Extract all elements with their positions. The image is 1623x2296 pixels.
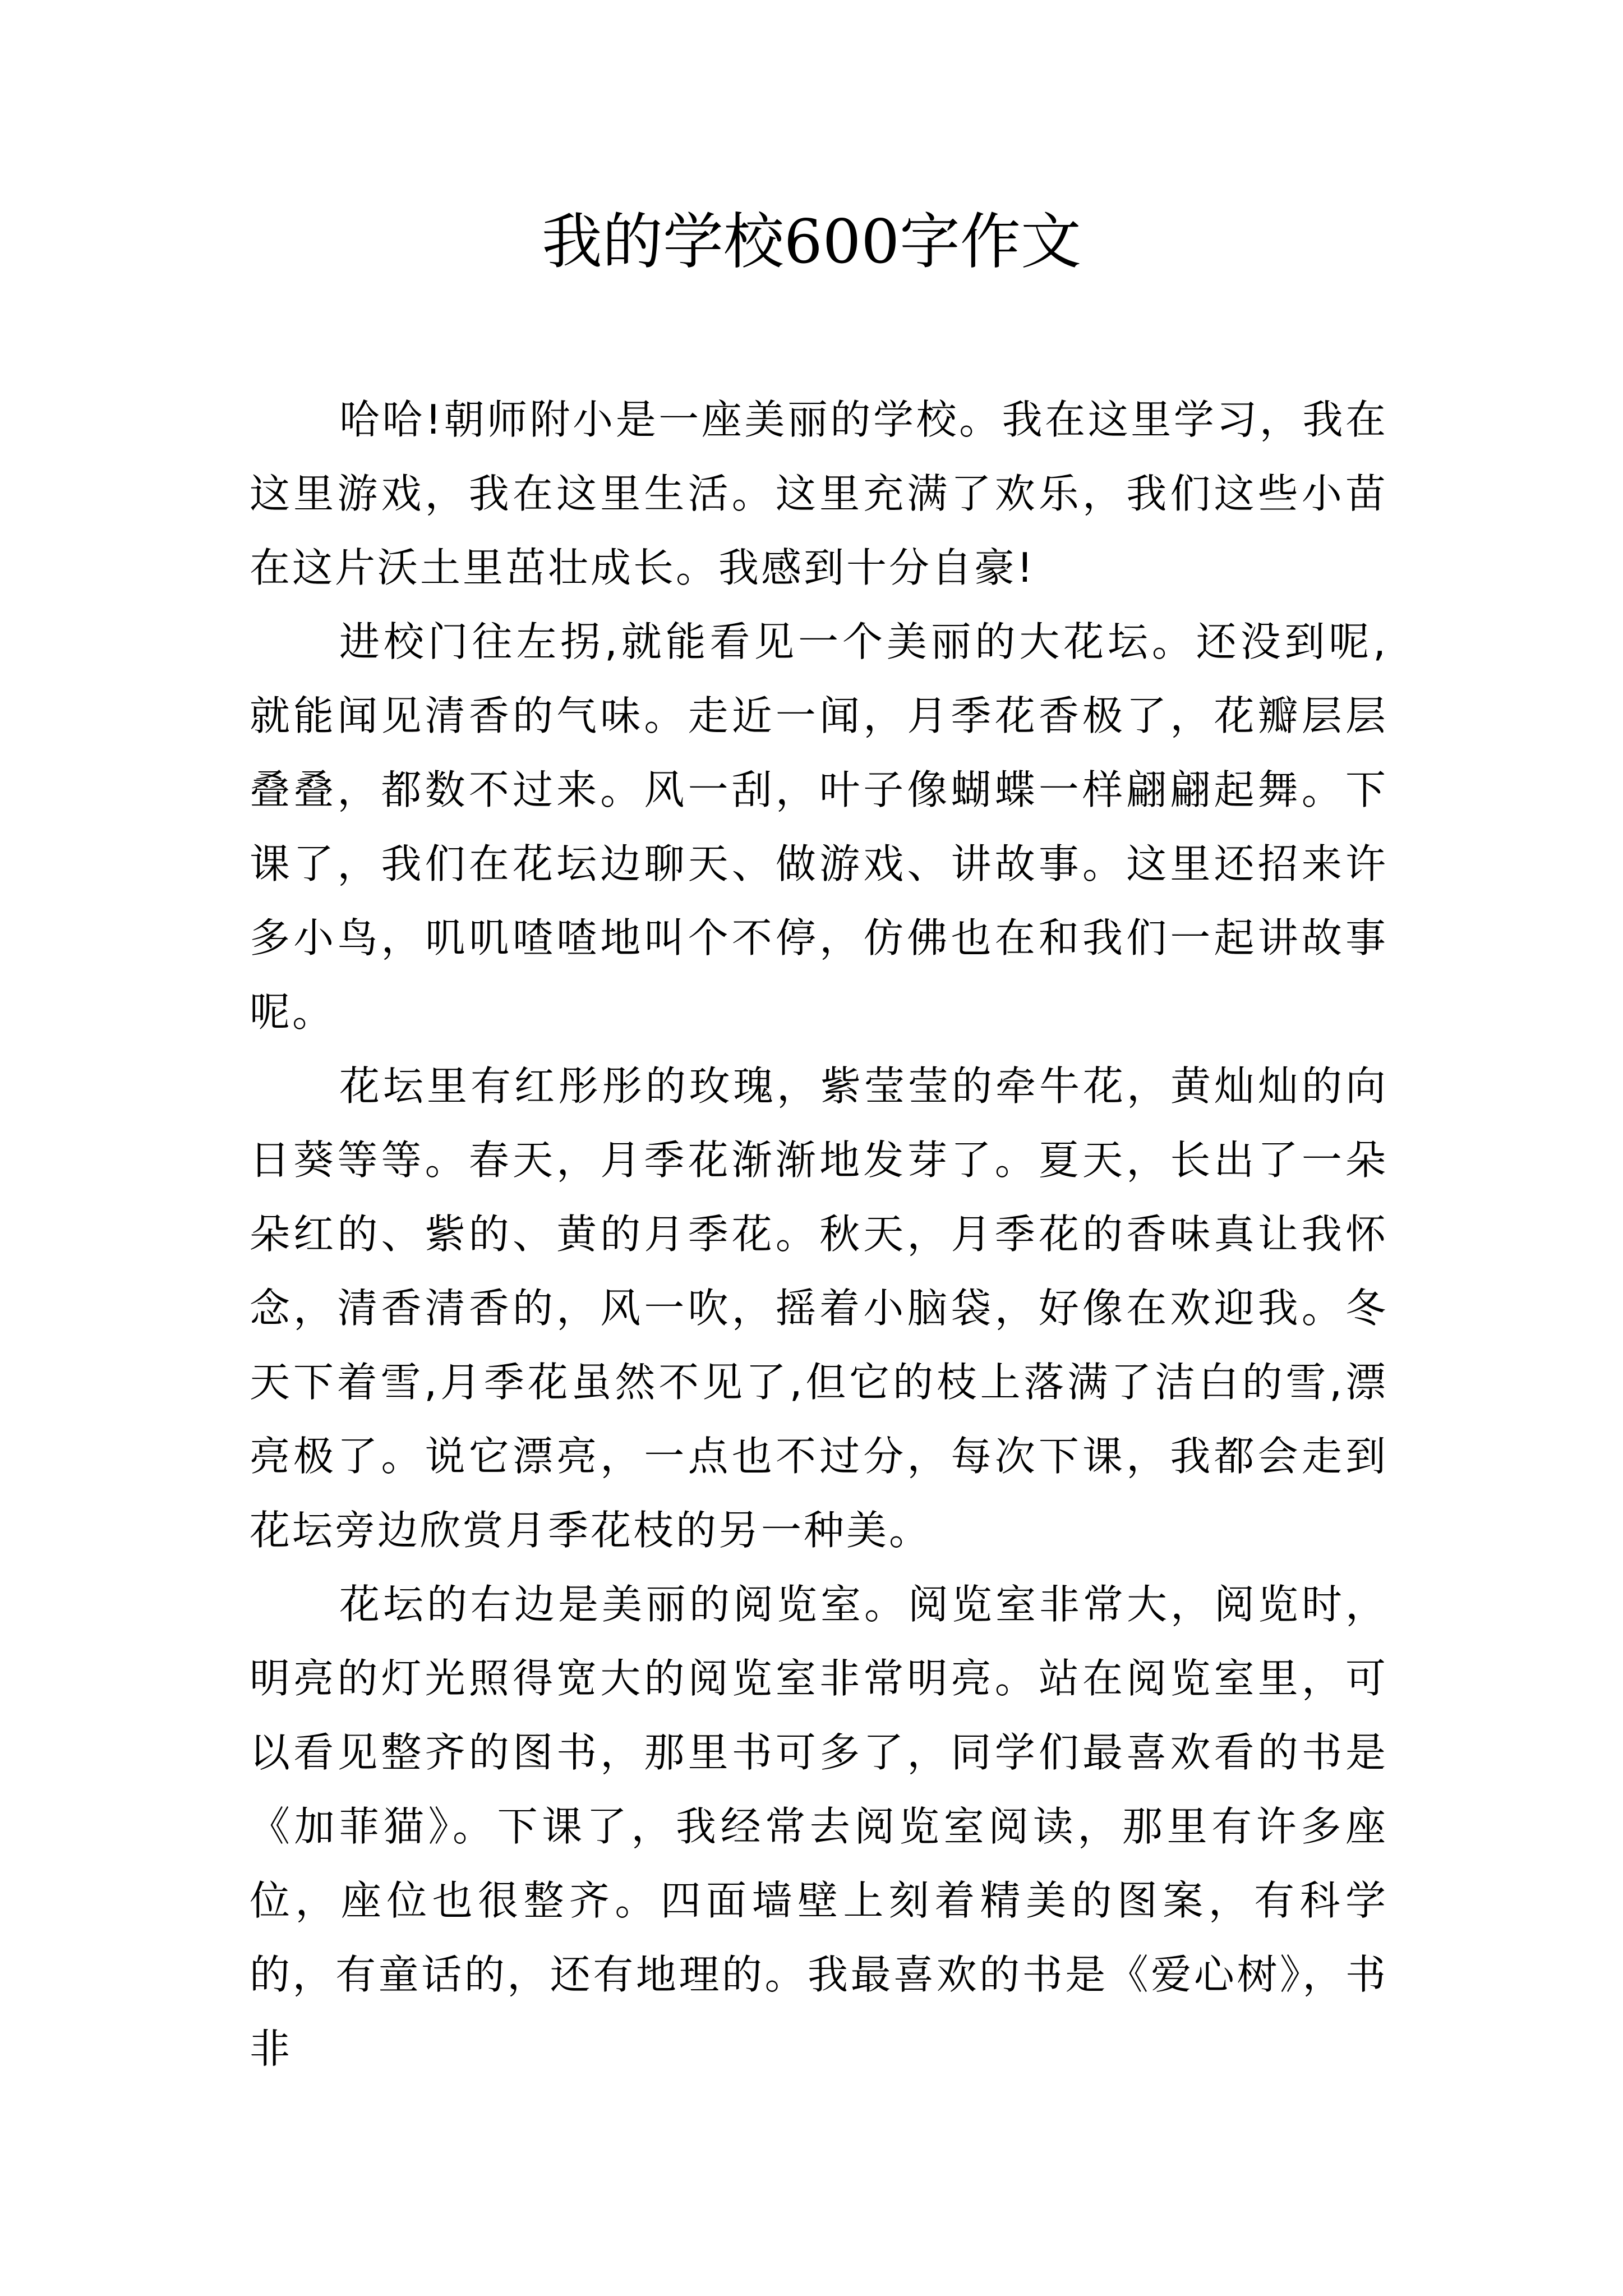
paragraph: 花坛里有红彤彤的玫瑰，紫莹莹的牵牛花，黄灿灿的向日葵等等。春天，月季花渐渐地发芽了。夏天，长出了一朵朵红的、紫的、黄的月季花。秋天，月季花的香味真让我怀念，清香清香的，风一吹，摇着小脑袋，好像在欢迎我。冬天下着雪,月季花虽然不见了,但它的枝上落满了洁白的雪,漂亮极了。说它漂亮，一点也不过分，每次下课，我都会走到花坛旁边欣赏月季花枝的另一种美。 <box>250 1062 1388 1554</box>
document-title: 我的学校600字作文 <box>541 207 1082 277</box>
document-body <box>250 383 1388 2086</box>
paragraph: 花坛的右边是美丽的阅览室。阅览室非常大，阅览时，明亮的灯光照得宽大的阅览室非常明亮。站在阅览室里，可以看见整齐的图书，那里书可多了，同学们最喜欢看的书是《加菲猫》。下课了，我经常去阅览室阅读，那里有许多座位，座位也很整齐。四面墙壁上刻着精美的图案，有科学的，有童话的，还有地理的。我最喜欢的书是《爱心树》，书非 <box>250 1581 1388 2072</box>
paragraph: 进校门往左拐,就能看见一个美丽的大花坛。还没到呢,就能闻见清香的气味。走近一闻，月季花香极了，花瓣层层叠叠，都数不过来。风一刮，叶子像蝴蝶一样翩翩起舞。下课了，我们在花坛边聊天、做游戏、讲故事。这里还招来许多小鸟，叽叽喳喳地叫个不停，仿佛也在和我们一起讲故事呢。 <box>250 618 1388 1036</box>
paragraph: 哈哈!朝师附小是一座美丽的学校。我在这里学习，我在这里游戏，我在这里生活。这里充满了欢乐，我们这些小苗在这片沃土里茁壮成长。我感到十分自豪! <box>250 396 1388 591</box>
